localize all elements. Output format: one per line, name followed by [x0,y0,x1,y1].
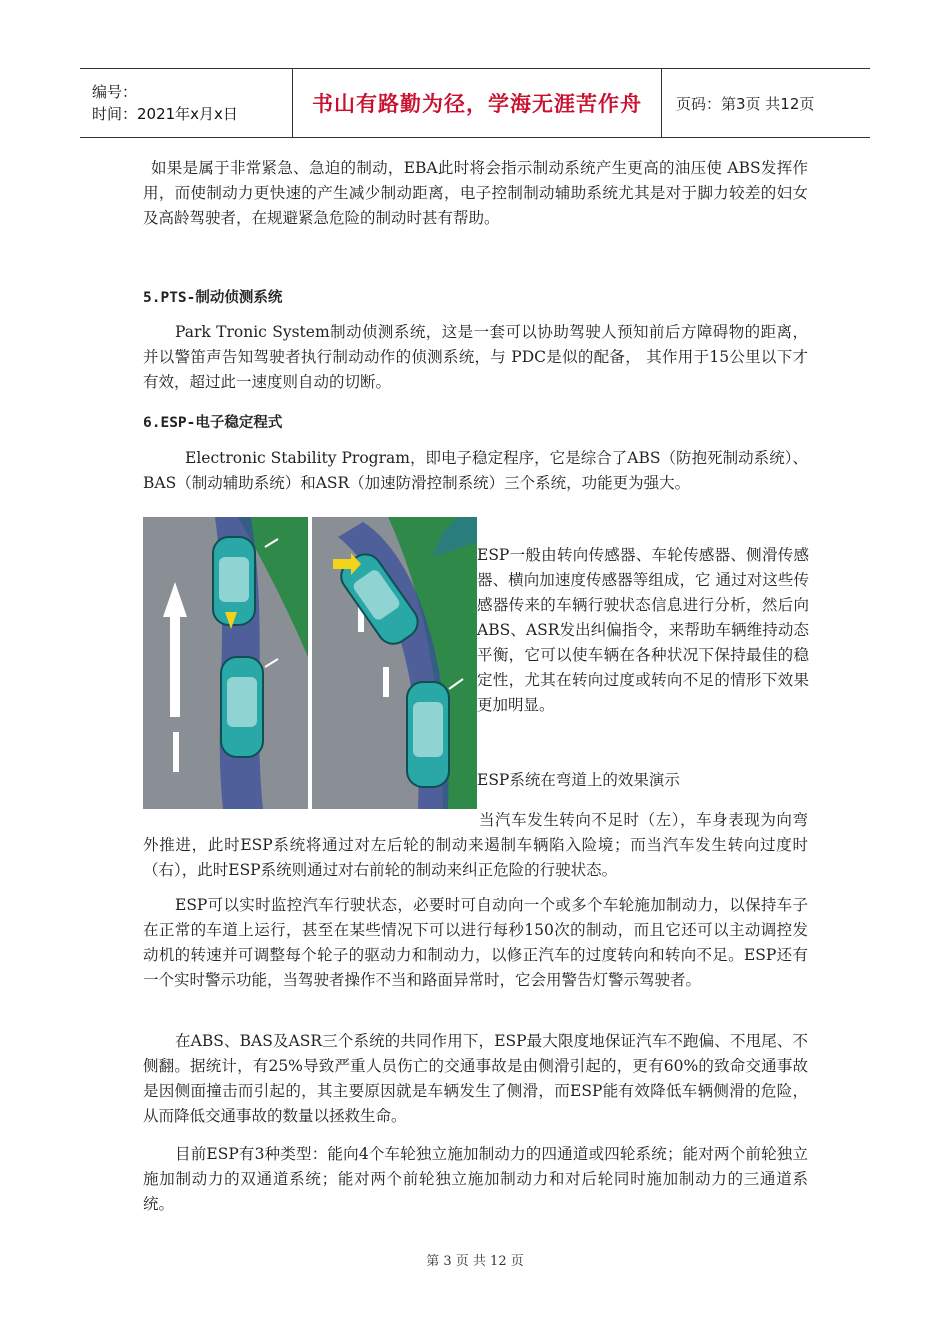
header-meta [80,69,293,137]
eba-paragraph: 如果是属于非常紧急、急迫的制动，EBA此时将会指示制动系统产生更高的油压使 ABS发挥作用，而使制动力更快速的产生减少制动距离，电子控制制动辅助系统尤其是对于脚力较差的妇女及高龄驾驶者，在规避紧急危险的制动时甚有帮助。 [143,159,808,227]
page-info: 页码：第3页 共12页 [676,94,815,113]
pts-heading: 5.PTS-制动侦测系统 [143,290,283,306]
header-page-info [662,69,870,137]
header-motto-cell [293,69,662,137]
esp-demo-image [143,517,477,809]
esp-heading: 6.ESP-电子稳定程式 [143,415,283,431]
number-label: 编号： [92,83,138,101]
date-label: 时间：2021年x月x日 [92,105,238,123]
esp-intro-paragraph: Electronic Stability Program，即电子稳定程序，它是综合了ABS（防抱死制动系统）、BAS（制动辅助系统）和ASR（加速防滑控制系统）三个系统，功能更为强大。 [143,449,808,492]
esp-curve-illustration [143,517,477,809]
page-header [80,68,870,138]
esp-realtime-paragraph: ESP可以实时监控汽车行驶状态，必要时可自动向一个或多个车轮施加制动力，以保持车子在正常的车道上运行，甚至在某些情况下可以进行每秒150次的制动，而且它还可以主动调控发动机的转速并可调整每个轮子的驱动力和制动力，以修正汽车的过度转向和转向不足。ESP还有一个实时警示功能，当驾驶者操作不当和路面异常时，它会用警告灯警示驾驶者。 [143,896,808,989]
esp-types-paragraph: 目前ESP有3种类型：能向4个车轮独立施加制动力的四通道或四轮系统；能对两个前轮独立施加制动力的双通道系统；能对两个前轮独立施加制动力和对后轮同时施加制动力的三通道系统。 [143,1145,808,1213]
motto: 书山有路勤为径，学海无涯苦作舟 [312,92,642,116]
pts-paragraph: Park Tronic System制动侦测系统，这是一套可以协助驾驶人预知前后方障碍物的距离，并以警笛声告知驾驶者执行制动动作的侦测系统，与 PDC是似的配备， 其作用于15公里以下才有效，超过此一速度则自动的切断。 [143,323,808,391]
figure-caption: ESP系统在弯道上的效果演示 [477,771,680,789]
esp-stats-paragraph: 在ABS、BAS及ASR三个系统的共同作用下，ESP最大限度地保证汽车不跑偏、不甩尾、不侧翻。据统计，有25%导致严重人员伤亡的交通事故是由侧滑引起的，更有60%的致命交通事故是因侧面撞击而引起的，其主要原因就是车辆发生了侧滑，而ESP能有效降低车辆侧滑的危险，从而降低交通事故的数量以拯救生命。 [143,1032,808,1125]
page-footer: 第 3 页 共 12 页 [426,1254,524,1269]
esp-understeer-paragraph: 当汽车发生转向不足时（左），车身表现为向弯外推进，此时ESP系统将通过对左后轮的制动来遏制车辆陷入险境；而当汽车发生转向过度时（右），此时ESP系统则通过对右前轮的制动来纠正危险的行驶状态。 [143,811,808,879]
esp-components-paragraph: ESP一般由转向传感器、车轮传感器、侧滑传感器、横向加速度传感器等组成，它 通过对这些传感器传来的车辆行驶状态信息进行分析，然后向ABS、ASR发出纠偏指令，来帮助车辆维持动态平衡，它可以使车辆在各种状况下保持最佳的稳定性，尤其在转向过度或转向不足的情形下效果更加明显。 [477,546,809,714]
